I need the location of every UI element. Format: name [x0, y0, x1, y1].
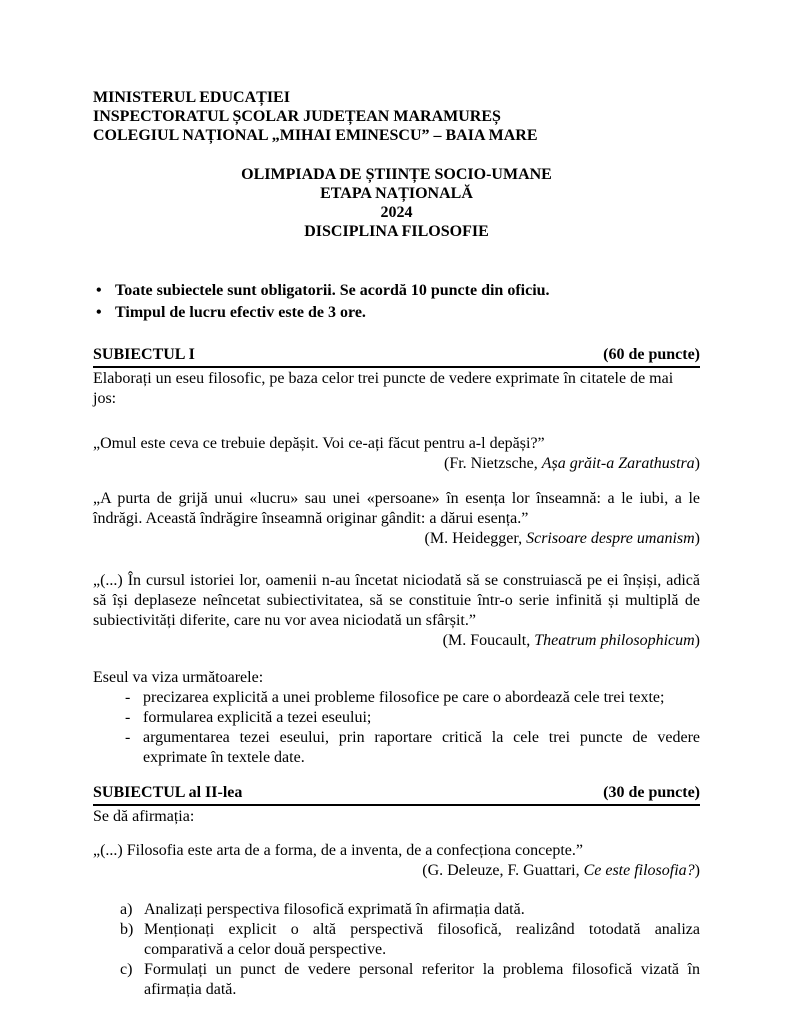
essay-requirements-intro: Eseul va viza următoarele:	[93, 669, 264, 686]
quote-heidegger-attribution	[93, 529, 700, 549]
task-text: Analizați perspectiva filosofică exprimată în afirmația dată.	[144, 901, 525, 918]
institution-header	[93, 88, 700, 145]
task-item-c	[93, 960, 700, 1000]
dash-icon: -	[125, 689, 131, 706]
essay-requirement-item	[93, 688, 700, 708]
subject2-intro: Se dă afirmația:	[93, 808, 195, 825]
essay-requirement-text: formularea explicită a tezei eseului;	[143, 709, 372, 726]
header-line-ministry: MINISTERUL EDUCAȚIEI	[93, 89, 290, 106]
subject2-heading	[93, 783, 700, 806]
essay-requirement-item	[93, 708, 700, 728]
attribution-author: (M. Heidegger,	[424, 530, 527, 547]
header-line-inspectorate: INSPECTORATUL ȘCOLAR JUDEȚEAN MARAMUREȘ	[93, 108, 501, 125]
attribution-book-title: Ce este filosofia?	[583, 862, 695, 879]
general-instructions	[93, 280, 700, 324]
quote-foucault-attribution	[93, 631, 700, 651]
quote-heidegger: „A purta de grijă unui «lucru» sau unei «persoane» în esența lor înseamnă: a le iubi, a le îndrăgi. Această îndrăgire înseamnă originar gândit: a dărui esența.”	[93, 490, 700, 527]
header-line-college: COLEGIUL NAȚIONAL „MIHAI EMINESCU” – BAIA MARE	[93, 127, 538, 144]
title-olympiad: OLIMPIADA DE ȘTIINȚE SOCIO-UMANE	[241, 166, 552, 183]
attribution-close: )	[694, 530, 700, 547]
task-item-a	[93, 900, 700, 920]
dash-icon: -	[125, 729, 131, 746]
task-text: Formulați un punct de vedere personal referitor la problema filosofică vizată în afirmația dată.	[144, 961, 700, 998]
title-discipline: DISCIPLINA FILOSOFIE	[304, 223, 489, 240]
essay-requirement-text: argumentarea tezei eseului, prin raportare critică la cele trei puncte de vedere exprimate în textele date.	[143, 729, 700, 766]
quote-deleuze: „(...) Filosofia este arta de a forma, de a inventa, de a confecționa concepte.”	[93, 842, 583, 859]
task-text: Menționați explicit o altă perspectivă filosofică, realizând totodată analiza comparativă a celor două perspective.	[144, 921, 700, 958]
attribution-book-title: Theatrum philosophicum	[534, 632, 695, 649]
document-title	[93, 165, 700, 241]
attribution-author: (Fr. Nietzsche,	[444, 455, 542, 472]
bullet-icon: •	[96, 282, 102, 299]
instruction-item	[93, 302, 700, 324]
quote-foucault: „(...) În cursul istoriei lor, oamenii n-au încetat niciodată să se construiască pe ei înșiși, adică să își deplaseze neîncetat subiectivitatea, să se constituie într-o serie infinită și multiplă de subiectivități diferite, care nu vor avea niciodată un sfârșit.”	[93, 572, 700, 629]
task-label: b)	[120, 921, 134, 938]
attribution-author: (G. Deleuze, F. Guattari,	[422, 862, 584, 879]
bullet-icon: •	[96, 304, 102, 321]
essay-requirement-text: precizarea explicită a unei probleme filosofice pe care o abordează cele trei texte;	[143, 689, 665, 706]
quote-nietzsche-attribution	[93, 454, 700, 474]
attribution-author: (M. Foucault,	[442, 632, 535, 649]
task-item-b	[93, 920, 700, 960]
instruction-item	[93, 280, 700, 302]
subject2-title: SUBIECTUL al II-lea	[93, 784, 243, 801]
quote-nietzsche: „Omul este ceva ce trebuie depășit. Voi ce-ați făcut pentru a-l depăși?”	[93, 435, 545, 452]
subject1-points: (60 de puncte)	[603, 346, 700, 363]
essay-requirements-list	[93, 688, 700, 768]
title-stage: ETAPA NAȚIONALĂ	[320, 185, 473, 202]
subject1-title: SUBIECTUL I	[93, 346, 195, 363]
task-label: c)	[120, 961, 133, 978]
attribution-book-title: Așa grăit-a Zarathustra	[541, 455, 695, 472]
dash-icon: -	[125, 709, 131, 726]
subject2-task-list	[93, 900, 700, 1000]
instruction-text: Toate subiectele sunt obligatorii. Se acordă 10 puncte din oficiu.	[115, 282, 550, 299]
task-label: a)	[120, 901, 133, 918]
attribution-close: )	[694, 862, 700, 879]
subject1-heading	[93, 345, 700, 368]
subject2-points: (30 de puncte)	[603, 784, 700, 801]
title-year: 2024	[380, 204, 413, 221]
quote-deleuze-attribution	[93, 861, 700, 881]
essay-requirement-item	[93, 728, 700, 768]
subject1-intro: Elaborați un eseu filosofic, pe baza celor trei puncte de vedere exprimate în citatele de mai jos:	[93, 370, 674, 407]
attribution-book-title: Scrisoare despre umanism	[526, 530, 695, 547]
instruction-text: Timpul de lucru efectiv este de 3 ore.	[115, 304, 366, 321]
attribution-close: )	[694, 632, 700, 649]
attribution-close: )	[694, 455, 700, 472]
